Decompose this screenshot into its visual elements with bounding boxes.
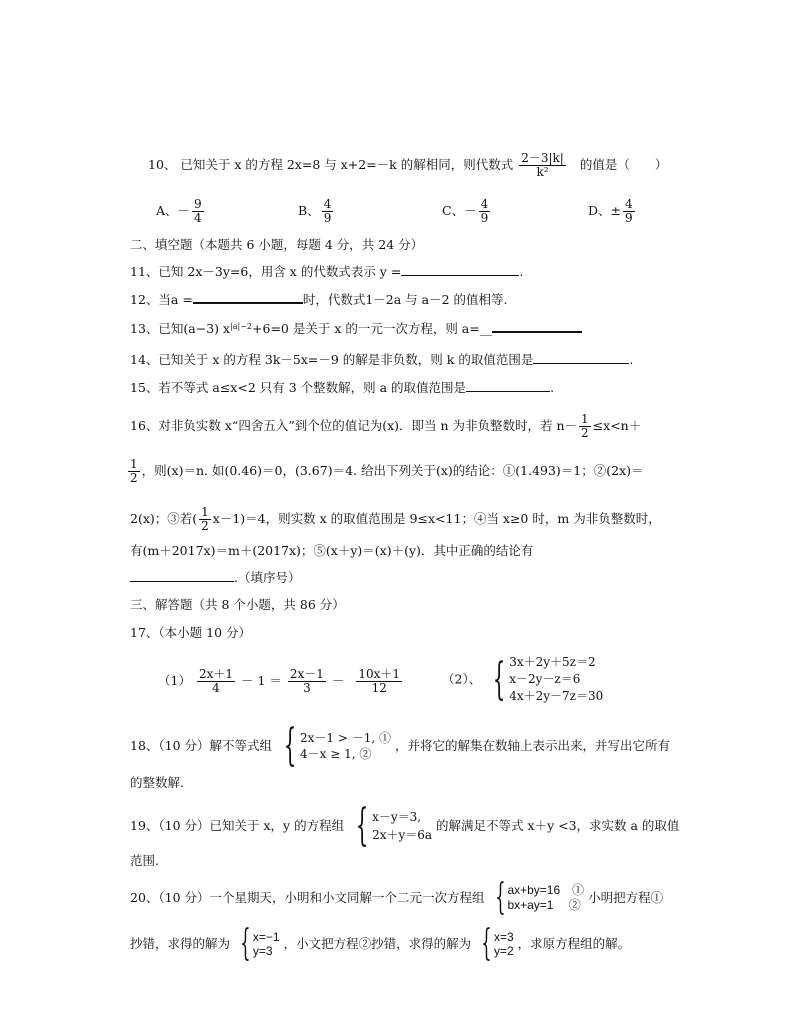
q10-option-b: B、 $\frac{4}{9}$ [298, 197, 332, 225]
question-20: 20、（10 分）一个星期天，小明和小文同解一个二元一次方程组 { ax+by=16 ① bx+ay=1 ② 小明把方程① [130, 877, 664, 918]
question-12: 12、当a = 时，代数式1－2a 与 a－2 的值相等. [130, 289, 507, 309]
q10-fraction: $\frac{2-3|k|}{\text{k²}}$ [521, 151, 564, 179]
question-10 [148, 152, 667, 179]
question-19: 19、（10 分）已知关于 x，y 的方程组 { x－y＝3, 2x＋y＝6a 的解满足不等式 x＋y <3，求实数 a 的取值 [130, 800, 680, 851]
question-16-line-4: 有(m＋2017x)＝m＋(2017x)；⑤(x＋y)＝(x)＋(y)．其中正确的结论有 [130, 543, 534, 558]
question-11: 11、已知 2x－3y=6，用含 x 的代数式表示 y = . [130, 264, 524, 279]
q17-part-2: （2）、 { 3x＋2y＋5z＝2 x－2y－z＝6 4x＋2y－7z＝30 [442, 653, 604, 705]
q14-answer-blank[interactable] [533, 350, 629, 364]
q15-answer-blank[interactable] [466, 378, 550, 392]
q10-tail: 的值是（ ） [579, 157, 668, 172]
q13-answer-blank[interactable] [492, 318, 582, 333]
question-19-line-2: 范围. [130, 853, 159, 868]
question-16-line-3: 2(x)；③若( $\frac{1}{2}$ x－1)＝4，则实数 x 的取值范围是 9≤x<11；④当 x≥0 时，m 为非负整数时， [130, 505, 661, 533]
question-13: 13、已知(a−3) $x^{|a|-2}+6=0$ 是关于 x 的一元一次方程，则 a=__ [130, 318, 582, 338]
section-2-heading: 二、填空题（本题共 6 小题，每题 4 分，共 24 分） [130, 237, 424, 252]
question-20-line-2: 抄错，求得的解为 { x=−1 y=3 ，小文把方程②抄错，求得的解为 { x=3 y=2 ，求原方程组的解。 [130, 923, 631, 964]
q10-option-c: C、－ $\frac{4}{9}$ [442, 197, 489, 225]
q17-part-1: （1） $\frac{2x+1}{4}$ － 1 ＝ $\frac{2x-1}{3}$ － $\frac{10x+1}{12}$ [158, 667, 401, 695]
question-18: 18、（10 分）解不等式组 { 2x－1 > －1, ① 4－x ≥ 1, ② ，并将它的解集在数轴上表示出来，并写出它所有 [130, 720, 671, 771]
question-18-line-2: 的整数解. [130, 775, 184, 790]
question-15: 15、若不等式 a≤x<2 只有 3 个整数解，则 a 的取值范围是 . [130, 380, 555, 395]
question-14: 14、已知关于 x 的方程 3k－5x=－9 的解是非负数，则 k 的取值范围是 . [130, 352, 634, 367]
q17-title: 17、（本小题 10 分） [130, 625, 252, 640]
q10-text: 10、 已知关于 x 的方程 2x=8 与 x+2=－k 的解相同，则代数式 [148, 157, 514, 172]
question-16-line-2: $\frac{1}{2}$ ，则(x)＝n. 如(0.46)＝0，(3.67)＝4. 给出下列关于(x)的结论：①(1.493)＝1；②(2x)＝ [130, 457, 644, 485]
q10-option-a: A、－ $\frac{9}{4}$ [156, 197, 202, 225]
section-3-heading: 三、解答题（共 8 个小题，共 86 分） [130, 597, 345, 612]
question-16-line-5: .（填序号） [130, 568, 300, 587]
q16-answer-blank[interactable] [130, 568, 234, 582]
question-16-line-1: 16、对非负实数 x“四舍五入”到个位的值记为(x)．即当 n 为非负整数时，若 n－ $\frac{1}{2}$ ≤x<n＋ [130, 412, 642, 440]
q10-option-d: D、± $\frac{4}{9}$ [588, 197, 633, 225]
q12-answer-blank[interactable] [193, 289, 303, 304]
q11-answer-blank[interactable] [401, 262, 519, 276]
